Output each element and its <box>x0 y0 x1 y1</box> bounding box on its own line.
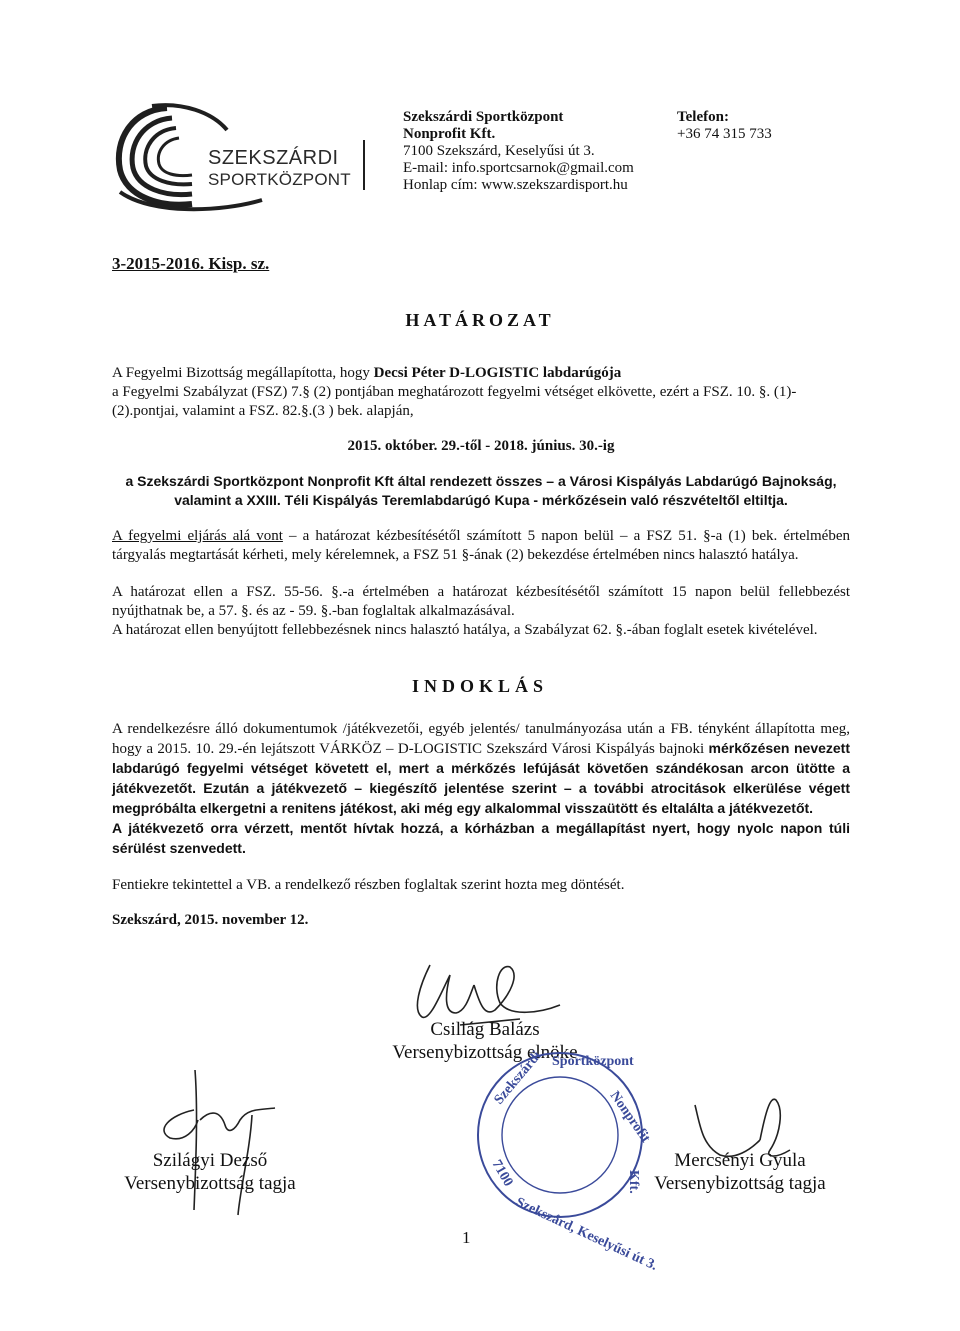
phone-number: +36 74 315 733 <box>677 126 772 142</box>
appeal-text-a: A határozat ellen a FSZ. 55-56. §.-a értelmében a határozat kézbesítésétől számított 15 napon belül fellebbezést nyújthatnak be, a 57. §. és az - 59. §.-ban foglaltak alkalmazásával. <box>112 584 850 619</box>
appeal-paragraph <box>112 583 850 640</box>
reasoning-title: INDOKLÁS <box>411 676 549 696</box>
svg-text:Szekszárdi: Szekszárdi <box>491 1048 545 1108</box>
left-member-signature <box>140 1070 280 1220</box>
phone-label: Telefon: <box>677 109 729 125</box>
logo-wordmark <box>208 148 351 188</box>
ban-period <box>112 437 850 456</box>
reference-number: 3-2015-2016. Kisp. sz. <box>112 254 270 273</box>
intro-text-a: A Fegyelmi Bizottság megállapította, hogy <box>112 365 374 381</box>
right-member-name: Mercsényi Gyula <box>674 1150 806 1171</box>
org-name: Szekszárdi Sportközpont <box>403 109 564 125</box>
appeal-text-b: A határozat ellen benyújtott fellebbezésnek nincs halasztó hatálya, a Szabályzat 62. §.-ában foglalt esetek kivételével. <box>112 622 818 638</box>
left-member-block <box>100 1149 320 1195</box>
decision-title: HATÁROZAT <box>405 310 555 330</box>
hearing-request-paragraph <box>112 527 850 565</box>
svg-text:Nonprofit: Nonprofit <box>606 1088 653 1146</box>
intro-text-b: a Fegyelmi Szabályzat (FSZ) 7.§ (2) pontjában meghatározott fegyelmi vétséget elkövette, ezért a FSZ. 10. §. (1)-(2).pontjai, valamint a FSZ. 82.§.(3 ) bek. alapján, <box>112 384 797 419</box>
chair-role: Versenybizottság elnöke <box>392 1042 578 1063</box>
logo-line-2: SPORTKÖZPONT <box>208 170 351 189</box>
left-member-role: Versenybizottság tagja <box>124 1173 296 1194</box>
org-type: Nonprofit Kft. <box>403 126 496 142</box>
chair-name: Csillág Balázs <box>430 1019 540 1040</box>
phone-info <box>677 109 772 143</box>
right-member-role: Versenybizottság tagja <box>654 1173 826 1194</box>
org-website: Honlap cím: www.szekszardisport.hu <box>403 177 628 193</box>
official-stamp <box>470 1045 660 1274</box>
ban-dates: 2015. október. 29.-től - 2018. június. 30.-ig <box>347 438 615 454</box>
org-email: E-mail: info.sportcsarnok@gmail.com <box>403 160 634 176</box>
org-address: 7100 Szekszárd, Keselyűsi út 3. <box>403 143 595 159</box>
player-name: Decsi Péter D-LOGISTIC labdarúgója <box>373 365 622 381</box>
reasoning-paragraph <box>112 720 850 859</box>
conclusion-paragraph: Fentiekre tekintettel a VB. a rendelkező részben foglaltak szerint hozta meg döntését. <box>112 877 625 893</box>
left-member-name: Szilágyi Dezső <box>152 1150 268 1171</box>
logo-line-1: SZEKSZÁRDI <box>208 147 339 169</box>
reasoning-text-b: mérkőzésen nevezett labdarúgó fegyelmi vétséget követett el, mert a mérkőzés lefújását követően szándékosan arcon ütötte a játékvezetőt. Ezután a játékvezető – kiegészítő jelentése szerint – a további atrocitások elkerülése végett megpróbálta elkergetni a renitens játékost, aki még egy alkalommal visszaütött és eltalálta a játékvezetőt. <box>112 740 851 816</box>
svg-text:7100: 7100 <box>488 1157 516 1190</box>
right-member-block <box>645 1149 835 1195</box>
reasoning-text-a: A rendelkezésre álló dokumentumok /játékvezetői, egyéb jelentés/ tanulmányozása után a FB. tényként állapította meg, hogy a 2015. 10. 29.-én lejátszott VÁRKÖZ – D-LOGISTIC Szekszárd Városi Kispályás bajnoki <box>112 721 850 757</box>
page-number: 1 <box>462 1228 471 1247</box>
svg-text:Szekszárd, Keselyűsi út 3.: Szekszárd, Keselyűsi út 3. <box>513 1195 660 1274</box>
place-and-date: Szekszárd, 2015. november 12. <box>112 912 309 928</box>
organization-info <box>403 109 634 194</box>
reasoning-text-c: A játékvezető orra vérzett, mentőt hívtak hozzá, a kórházban a megállapítást nyert, hogy nyolc napon túli sérülést szenvedett. <box>112 820 850 856</box>
svg-text:Sportközpont: Sportközpont <box>552 1054 634 1069</box>
hearing-subject: A fegyelmi eljárás alá vont <box>112 528 283 544</box>
decision-intro <box>112 364 850 421</box>
hearing-text: – a határozat kézbesítésétől számított 5 napon belül – a FSZ 51. §-a (1) bek. értelmében tárgyalás megtartását kérheti, mely kérelemnek, a FSZ 51 §-ának (2) bekezdése értelmében nincs halasztó hatálya. <box>112 528 850 563</box>
svg-text:Kft.: Kft. <box>626 1170 641 1194</box>
ban-statement: a Szekszárdi Sportközpont Nonprofit Kft által rendezett összes – a Városi Kispályás Labdarúgó Bajnokság, valamint a XXIII. Téli Kispályás Teremlabdarúgó Kupa - mérkőzésein való részvételtől eltiltja. <box>125 473 837 508</box>
